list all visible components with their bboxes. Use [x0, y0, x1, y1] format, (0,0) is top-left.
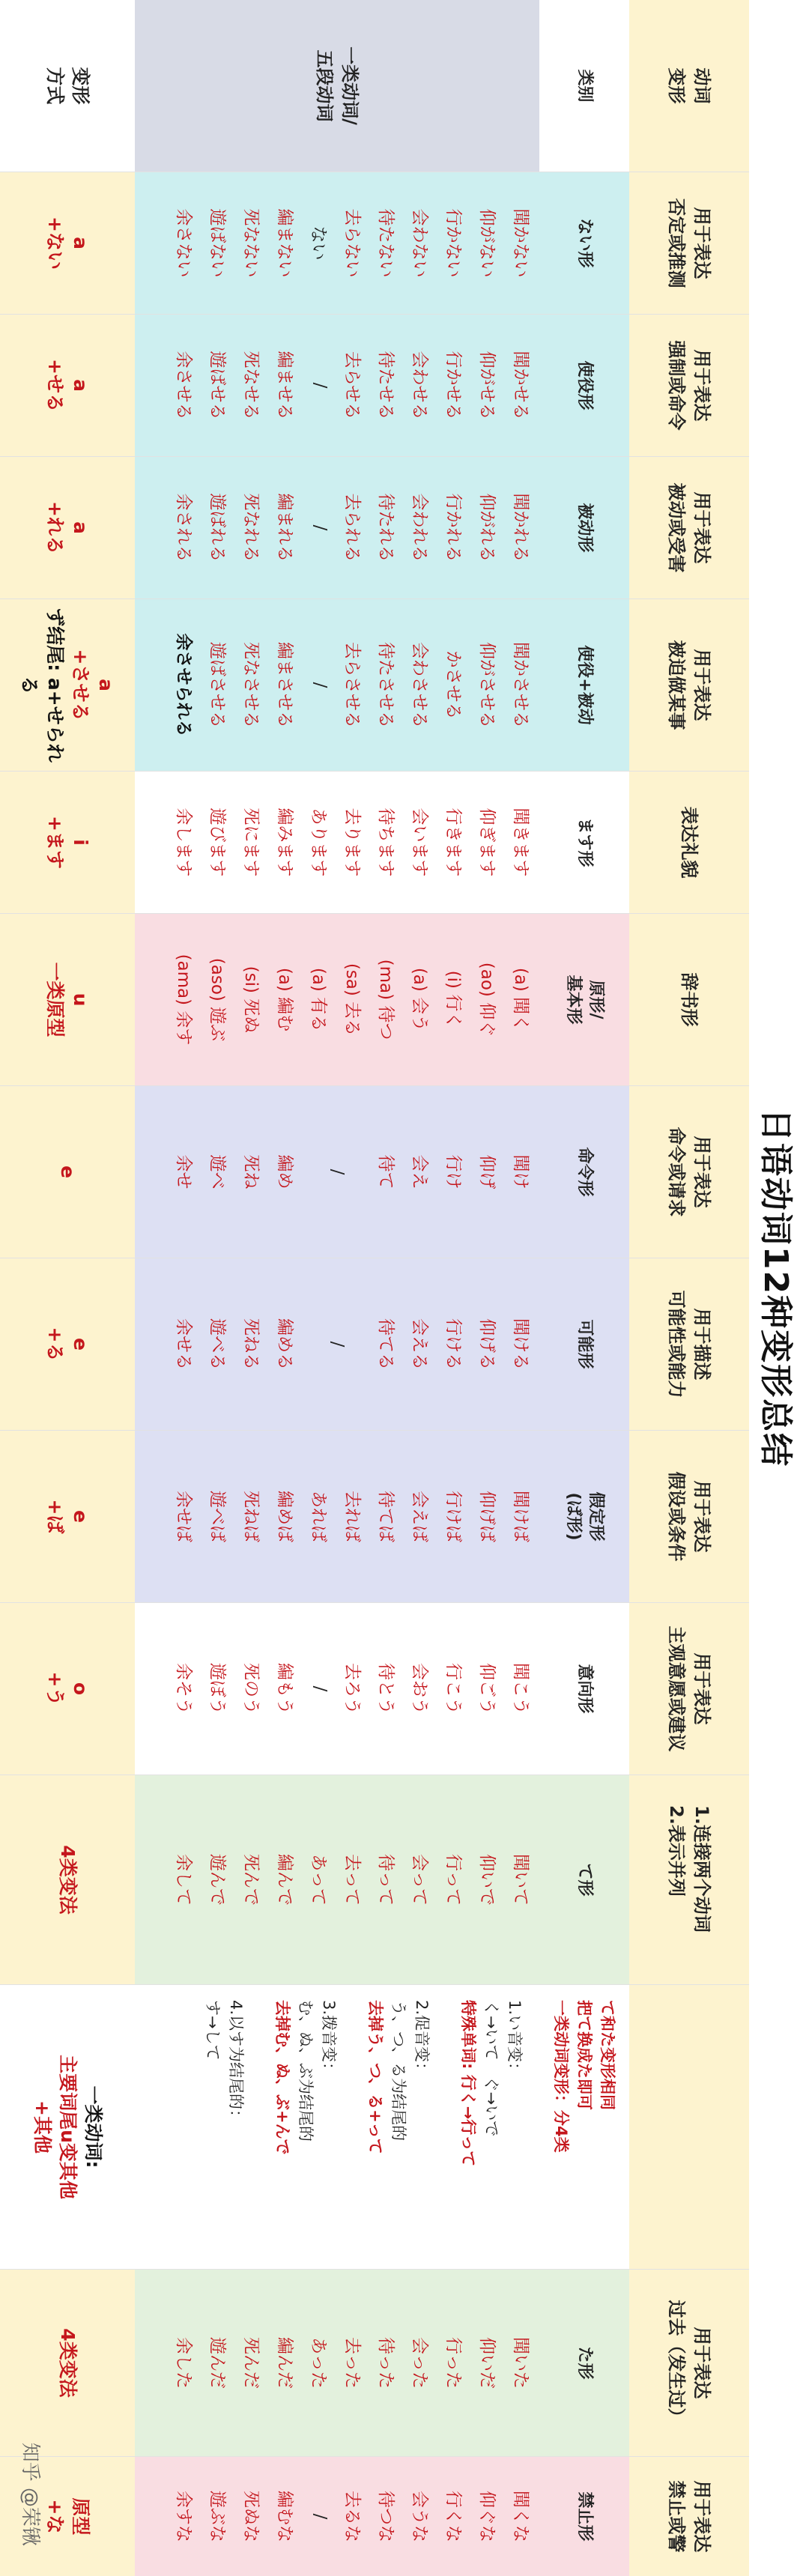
column-imperative-form [0, 1086, 749, 1258]
table-cell: 余させる [174, 351, 193, 420]
column-te-ta-notes [0, 1985, 749, 2270]
label-purpose: 动词 变形 [629, 0, 749, 172]
table-cell: 死んだ [241, 2337, 261, 2389]
table-cell: 死んで [241, 1854, 261, 1906]
table-cell: 遊ぼう [207, 1663, 227, 1715]
table-cell: 聞かさせる [511, 642, 530, 728]
page-title: 日语动词12种变形总结 [757, 1108, 795, 1468]
table-cell: / [327, 1341, 347, 1348]
table-cell: 待った [376, 2337, 396, 2389]
conjugation-notes [135, 1985, 629, 2269]
table-cell: かさせる [443, 650, 463, 720]
table-cell: 仰がれる [477, 493, 497, 563]
table-cell: 仰がない [477, 208, 497, 278]
table-cell: 編むな [275, 2491, 294, 2542]
note-line: う、つ、る为结尾的 [390, 2000, 407, 2142]
table-cell: 行こう [443, 1663, 463, 1715]
column-dictionary-form [0, 914, 749, 1086]
note-line [433, 2000, 456, 2254]
table-cell: 待てる [376, 1318, 396, 1370]
purpose: 用于表达 禁止或警 [629, 2457, 749, 2576]
table-cell: 死ぬな [241, 2491, 261, 2542]
table-cell: 待って [376, 1854, 396, 1906]
table-cell: ない [309, 225, 328, 261]
table-cell: 遊んだ [207, 2337, 227, 2389]
table-cell: 待たせる [376, 351, 396, 420]
table-cell: 聞くな [511, 2491, 530, 2542]
label-column [0, 0, 749, 172]
note-line: 3.拨音变： [320, 2000, 338, 2079]
table-cell: 編んで [275, 1854, 294, 1906]
table-cell: 会える [410, 1318, 429, 1370]
column-te-form [0, 1775, 749, 1985]
purpose: 用于描述 可能性或能力 [629, 1258, 749, 1430]
conjugation-rows [135, 1775, 539, 1984]
formula: e +ば [0, 1431, 135, 1602]
table-cell: 待ちます [376, 807, 396, 877]
table-cell: 待つな [376, 2491, 396, 2542]
table-cell: 編ませる [275, 351, 294, 420]
table-cell: 待たれる [376, 493, 396, 563]
table-cell: 仰ぎます [477, 807, 497, 877]
purpose: 辞书形 [629, 914, 749, 1085]
column-volitional-form [0, 1603, 749, 1775]
table-cell: 余せば [174, 1491, 193, 1542]
purpose: 用于表达 强制或命令 [629, 315, 749, 456]
table-cell: 聞かれる [511, 493, 530, 563]
conjugation-rows [135, 2270, 539, 2456]
table-cell: 余さない [174, 208, 193, 278]
table-cell: 死なれる [241, 493, 261, 563]
table-cell: 余せる [174, 1318, 193, 1370]
table-cell: 聞けば [511, 1491, 530, 1542]
formula: a +ない [0, 172, 135, 314]
table-cell: / [310, 2513, 330, 2520]
column-header: 命令形 [575, 1147, 594, 1197]
table-cell: 余して [174, 1854, 193, 1906]
table-cell: / [327, 1169, 347, 1175]
table-cell: 行くな [443, 2491, 463, 2542]
formula-label: 变形 方式 [0, 0, 135, 172]
table-cell: 遊ばれる [207, 493, 227, 563]
table-cell: 仰げる [477, 1318, 497, 1370]
purpose: 表达礼貌 [629, 772, 749, 913]
column-header: 使役+被动 [575, 645, 594, 725]
table-cell: 死のう [241, 1663, 261, 1715]
table-cell: (ao) 仰ぐ [477, 962, 497, 1037]
column-masu-form [0, 772, 749, 914]
purpose: 用于表达 过去（发生过） [629, 2270, 749, 2456]
table-cell: 会わさせる [410, 642, 429, 728]
table-cell: 余そう [174, 1663, 193, 1715]
purpose: 用于表达 命令或请求 [629, 1086, 749, 1258]
table-cell: 待とう [376, 1663, 396, 1715]
table-cell: 死なせる [241, 351, 261, 420]
column-ta-form [0, 2270, 749, 2457]
table-cell: 去れば [342, 1491, 362, 1542]
formula: a +れる [0, 457, 135, 598]
column-conditional-form [0, 1431, 749, 1603]
conjugation-rows [135, 1258, 539, 1430]
table-cell: 会わせる [410, 351, 429, 420]
note-line [526, 2000, 549, 2254]
table-cell: 余します [174, 807, 193, 877]
column-header: 意向形 [575, 1664, 594, 1714]
purpose: 用于表达 被迫做某事 [629, 599, 749, 771]
table-cell: (a) 有る [309, 967, 328, 1032]
column-header: た形 [575, 2346, 594, 2380]
table-cell: 去らせる [342, 351, 362, 420]
table-cell: 去らない [342, 208, 362, 278]
table-cell: 余させられる [174, 633, 193, 737]
table-cell: 会われる [410, 493, 429, 563]
note-line [340, 2000, 363, 2254]
formula: o +う [0, 1603, 135, 1775]
table-cell: 会おう [410, 1663, 429, 1715]
conjugation-rows [135, 1431, 539, 1602]
table-cell: 仰げ [477, 1154, 497, 1189]
note-line: す→して [204, 2000, 222, 2061]
table-cell: 仰がせる [477, 351, 497, 420]
column-causative-form [0, 315, 749, 457]
column-header: 被动形 [575, 503, 594, 553]
table-cell: 仰ぐな [477, 2491, 497, 2542]
table-cell: 仰いだ [477, 2337, 497, 2389]
table-cell: 死ね [241, 1154, 261, 1189]
table-cell: あって [309, 1854, 328, 1906]
table-cell: 去るな [342, 2491, 362, 2542]
column-header: 可能形 [575, 1319, 594, 1369]
table-cell: 聞かせる [511, 351, 530, 420]
table-cell: (i) 行く [443, 970, 463, 1029]
table-cell: 遊べ [207, 1154, 227, 1189]
purpose-empty [629, 1985, 749, 2269]
table-cell: あれば [309, 1491, 328, 1542]
table-cell: 行ける [443, 1318, 463, 1370]
table-cell: 遊ぶな [207, 2491, 227, 2542]
purpose: 用于表达 被动或受害 [629, 457, 749, 598]
conjugation-rows [135, 914, 539, 1085]
note-line: 去掉む、ぬ、ぶ+んで [273, 2000, 291, 2155]
table-cell: 編め [275, 1154, 294, 1189]
table-cell: 編める [275, 1318, 294, 1370]
table-cell: 死ねる [241, 1318, 261, 1370]
formula: 4类变法 [0, 1775, 135, 1984]
formula: e [0, 1086, 135, 1258]
table-cell: 行った [443, 2337, 463, 2389]
table-cell: 会った [410, 2337, 429, 2389]
table-cell: 会わない [410, 208, 429, 278]
table-cell: 聞いて [511, 1854, 530, 1906]
table-cell: 去らさせる [342, 642, 362, 728]
column-header: ます形 [575, 817, 594, 867]
column-potential-form [0, 1258, 749, 1431]
table-cell: 遊ばさせる [207, 642, 227, 728]
table-cell: 行けば [443, 1491, 463, 1542]
label-header: 类别 [539, 0, 629, 172]
table-cell: あります [309, 807, 328, 877]
table-cell: 遊ばせる [207, 351, 227, 420]
column-passive-form [0, 457, 749, 599]
table-cell: / [310, 1685, 330, 1692]
table-cell: 遊べば [207, 1491, 227, 1542]
note-line: 把て换成た即可 [575, 2000, 593, 2110]
table-cell: / [310, 382, 330, 389]
note-line: く→いて ぐ→いで [482, 2000, 500, 2137]
table-cell: 編んだ [275, 2337, 294, 2389]
conjugation-rows [135, 1603, 539, 1775]
table-cell: 行かれる [443, 493, 463, 563]
conjugation-rows [135, 1086, 539, 1258]
table-cell: 待てば [376, 1491, 396, 1542]
table-cell: 死ねば [241, 1491, 261, 1542]
formula: 原型 +な [0, 2457, 135, 2576]
table-cell: 編まれる [275, 493, 294, 563]
table-cell: (ama) 余す [174, 954, 193, 1046]
table-cell: 聞ける [511, 1318, 530, 1370]
table-cell: 行け [443, 1154, 463, 1189]
table-cell: (ma) 待つ [376, 959, 396, 1040]
table-cell: あった [309, 2337, 328, 2389]
table-cell: 行きます [443, 807, 463, 877]
category-label: 一类动词/ 五段动词 [135, 0, 539, 172]
table-cell: 聞きます [511, 807, 530, 877]
table-cell: 待て [376, 1154, 396, 1189]
conjugation-rows [135, 2457, 539, 2576]
table-cell: 会います [410, 807, 429, 877]
note-line: 4.以す为结尾的： [227, 2000, 245, 2126]
purpose: 用于表达 主观意愿或建议 [629, 1603, 749, 1775]
table-cell: 聞こう [511, 1663, 530, 1715]
note-line: 2.促音变： [413, 2000, 431, 2079]
purpose: 1.连接两个动词 2.表示并列 [629, 1775, 749, 1984]
purpose: 用于表达 假设或条件 [629, 1431, 749, 1602]
note-line: 特殊单词: 行く→行って [459, 2000, 477, 2167]
table-cell: 遊んで [207, 1854, 227, 1906]
table-cell: 去って [342, 1854, 362, 1906]
table-cell: 仰がさせる [477, 642, 497, 728]
table-cell: 聞け [511, 1154, 530, 1189]
table-cell: 去られる [342, 493, 362, 563]
note-line: 去掉う、つ、る+って [366, 2000, 384, 2154]
formula: e +る [0, 1258, 135, 1430]
table-cell: 遊べる [207, 1318, 227, 1370]
note-line [247, 2000, 270, 2254]
table-cell: 死なない [241, 208, 261, 278]
column-header: 使役形 [575, 360, 594, 410]
column-prohibitive-form [0, 2457, 749, 2576]
formula: 一类动词: 主要词尾u变其他 +其他 [0, 1985, 135, 2269]
table-cell: (a) 会う [410, 967, 429, 1032]
column-header: 禁止形 [575, 2491, 594, 2542]
formula: a +せる [0, 315, 135, 456]
table-cell: 死にます [241, 807, 261, 877]
watermark-credit: 知乎 @荣锹 [19, 2442, 41, 2546]
table-cell: 余すな [174, 2491, 193, 2542]
table-cell: 編まない [275, 208, 294, 278]
formula: i +ます [0, 772, 135, 913]
table-cell: 待たない [376, 208, 396, 278]
table-cell: (sa) 去る [342, 963, 362, 1037]
table-cell: 遊びます [207, 807, 227, 877]
table-cell: 聞かない [511, 208, 530, 278]
table-cell: 編まさせる [275, 642, 294, 728]
table-cell: 行かせる [443, 351, 463, 420]
table-cell: 余される [174, 493, 193, 563]
column-header: 原形/ 基本形 [564, 975, 605, 1025]
table-cell: 死なさせる [241, 642, 261, 728]
table-cell: 仰ごう [477, 1663, 497, 1715]
table-cell: 行って [443, 1854, 463, 1906]
note-line: 1.い音变： [506, 2000, 524, 2079]
table-cell: (a) 聞く [511, 967, 530, 1032]
column-nai-form [0, 172, 749, 315]
table-cell: (aso) 遊ぶ [207, 957, 227, 1042]
table-cell: 待たさせる [376, 642, 396, 728]
table-cell: (si) 死ぬ [241, 966, 261, 1034]
table-cell: 去ろう [342, 1663, 362, 1715]
column-causative-passive-form [0, 599, 749, 772]
table-cell: / [310, 524, 330, 531]
conjugation-rows [135, 315, 539, 456]
note-line: む、ぬ、ぶ为结尾的 [297, 2000, 315, 2142]
table-cell: 会うな [410, 2491, 429, 2542]
table-cell: 行かない [443, 208, 463, 278]
table-cell: 余せ [174, 1154, 193, 1189]
conjugation-rows [135, 172, 539, 314]
table-cell: 編めば [275, 1491, 294, 1542]
table-cell: 会え [410, 1154, 429, 1189]
table-cell: / [310, 682, 330, 688]
table-cell: 仰げば [477, 1491, 497, 1542]
column-header: ない形 [575, 218, 594, 268]
note-line: て和た变形相同 [599, 2000, 616, 2110]
conjugation-rows [135, 457, 539, 598]
table-cell: 会えば [410, 1491, 429, 1542]
table-cell: 遊ばない [207, 208, 227, 278]
table-cell: 編みます [275, 807, 294, 877]
conjugation-rows [135, 599, 539, 771]
table-cell: 去ります [342, 807, 362, 877]
formula: u 一类原型 [0, 914, 135, 1085]
table-cell: 聞いた [511, 2337, 530, 2389]
table-cell: 余した [174, 2337, 193, 2389]
table-cell: 編もう [275, 1663, 294, 1715]
table-cell: 仰いで [477, 1854, 497, 1906]
column-header: て形 [575, 1863, 594, 1897]
formula: 4类变法 [0, 2270, 135, 2456]
formula: a +させる ず结尾: a+せられる [0, 599, 135, 771]
table-cell: 去った [342, 2337, 362, 2389]
note-line: 一类动词变形：分4类 [552, 2000, 570, 2153]
purpose: 用于表达 否定或推测 [629, 172, 749, 314]
table-cell: (a) 編む [275, 967, 294, 1032]
table-cell: 会って [410, 1854, 429, 1906]
column-header: 假定形 (ば形) [564, 1491, 605, 1542]
conjugation-rows [135, 772, 539, 913]
